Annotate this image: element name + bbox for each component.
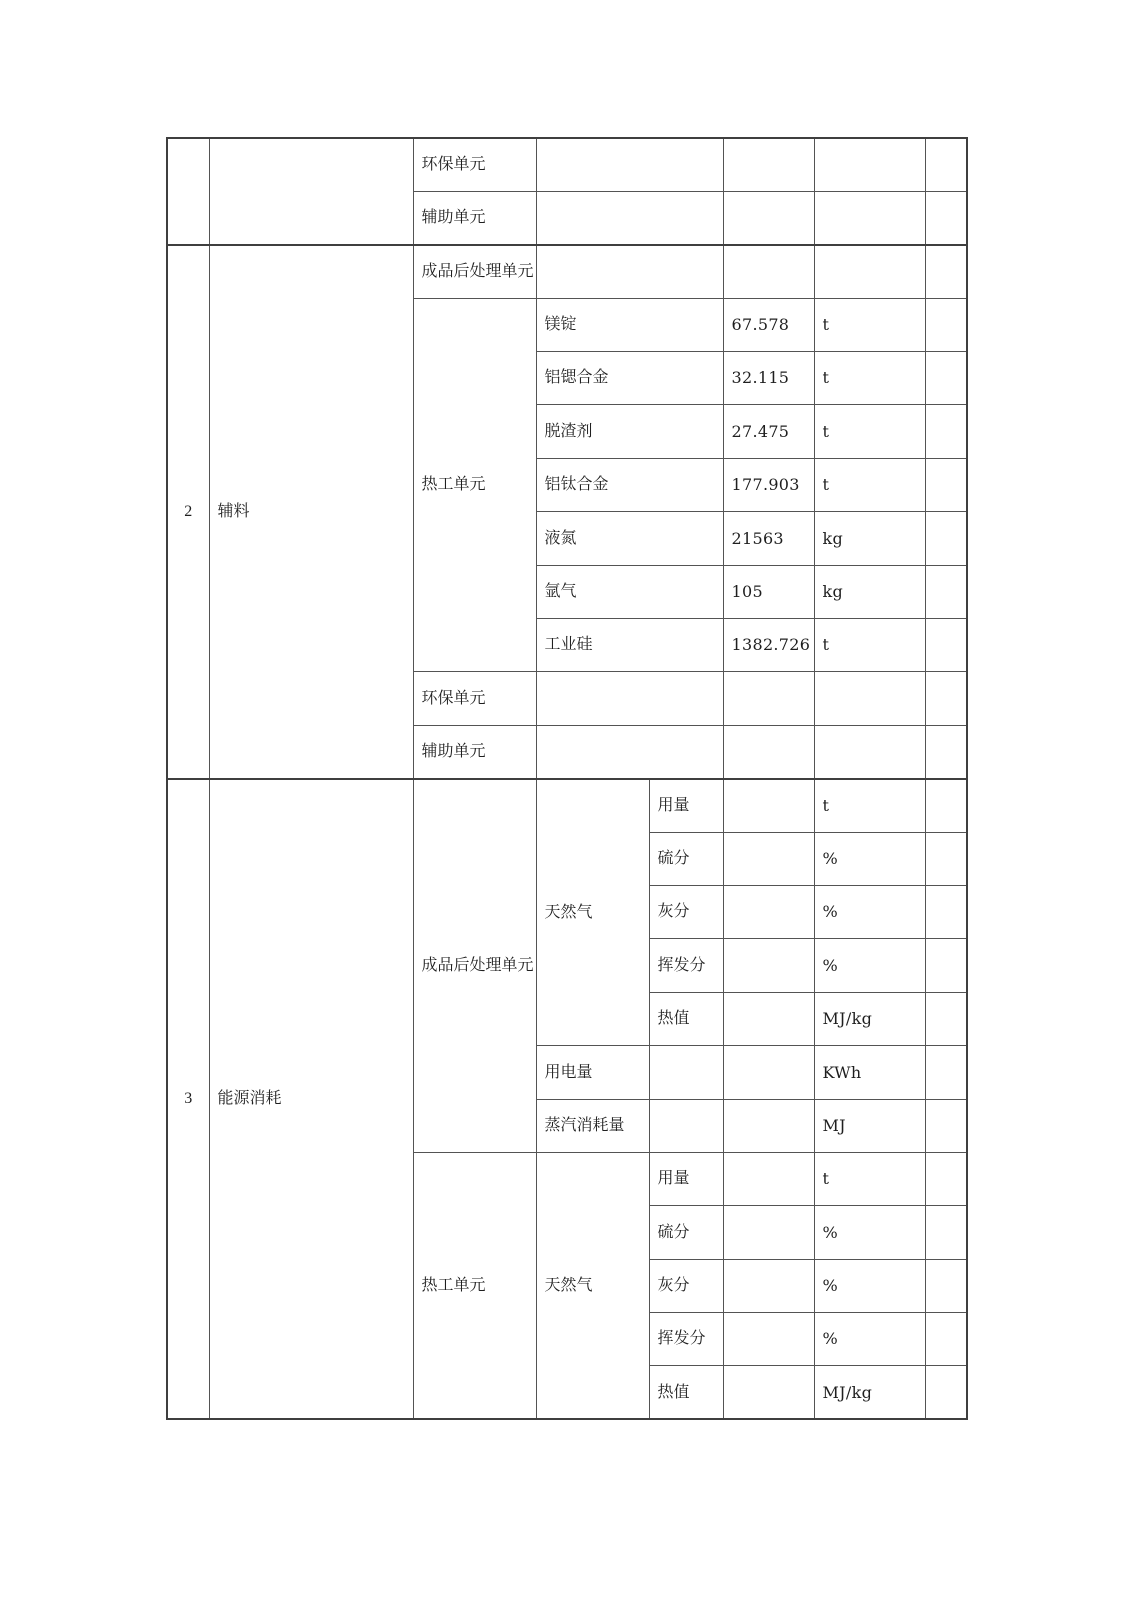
remark-cell	[925, 992, 967, 1045]
item-name-cell: 铝钛合金	[536, 458, 723, 511]
value-cell: 105	[723, 565, 814, 618]
item-name-cell	[536, 138, 723, 191]
remark-cell	[925, 512, 967, 565]
item-name-cell: 用电量	[536, 1046, 649, 1099]
value-cell: 21563	[723, 512, 814, 565]
value-cell	[723, 1046, 814, 1099]
remark-cell	[925, 1099, 967, 1152]
item-name-cell: 镁锭	[536, 298, 723, 351]
serial-number-cell: 3	[167, 779, 209, 1420]
remark-cell	[925, 405, 967, 458]
item-name-cell: 天然气	[536, 1152, 649, 1419]
property-name-cell: 挥发分	[649, 1313, 723, 1366]
item-name-cell	[536, 725, 723, 778]
property-name-cell: 硫分	[649, 832, 723, 885]
remark-cell	[925, 885, 967, 938]
remark-cell	[925, 1366, 967, 1419]
value-cell	[723, 1259, 814, 1312]
unit-cell: %	[814, 1313, 925, 1366]
unit-cell: MJ/kg	[814, 1366, 925, 1419]
remark-cell	[925, 1259, 967, 1312]
remark-cell	[925, 725, 967, 778]
remark-cell	[925, 672, 967, 725]
unit-cell: t	[814, 458, 925, 511]
property-name-cell: 灰分	[649, 885, 723, 938]
value-cell	[723, 191, 814, 244]
serial-number-cell: 2	[167, 245, 209, 779]
property-name-cell	[649, 1099, 723, 1152]
property-name-cell	[649, 1046, 723, 1099]
value-cell	[723, 725, 814, 778]
remark-cell	[925, 298, 967, 351]
remark-cell	[925, 619, 967, 672]
unit-cell	[814, 138, 925, 191]
process-unit-cell: 环保单元	[413, 138, 536, 191]
item-name-cell	[536, 191, 723, 244]
remark-cell	[925, 138, 967, 191]
value-cell	[723, 992, 814, 1045]
process-unit-cell: 成品后处理单元	[413, 779, 536, 1153]
property-name-cell: 硫分	[649, 1206, 723, 1259]
remark-cell	[925, 458, 967, 511]
unit-cell: kg	[814, 565, 925, 618]
value-cell	[723, 1206, 814, 1259]
unit-cell: t	[814, 298, 925, 351]
value-cell	[723, 832, 814, 885]
value-cell	[723, 1313, 814, 1366]
value-cell	[723, 885, 814, 938]
process-unit-cell: 热工单元	[413, 298, 536, 672]
remark-cell	[925, 1206, 967, 1259]
category-cell	[209, 138, 413, 245]
unit-cell: t	[814, 1152, 925, 1205]
category-cell: 辅料	[209, 245, 413, 779]
item-name-cell: 氩气	[536, 565, 723, 618]
value-cell	[723, 1099, 814, 1152]
property-name-cell: 挥发分	[649, 939, 723, 992]
unit-cell	[814, 245, 925, 298]
value-cell	[723, 672, 814, 725]
unit-cell: t	[814, 352, 925, 405]
unit-cell	[814, 672, 925, 725]
item-name-cell: 铝锶合金	[536, 352, 723, 405]
value-cell	[723, 939, 814, 992]
value-cell	[723, 245, 814, 298]
category-cell: 能源消耗	[209, 779, 413, 1420]
item-name-cell: 液氮	[536, 512, 723, 565]
remark-cell	[925, 352, 967, 405]
remark-cell	[925, 191, 967, 244]
material-energy-consumption-table	[166, 137, 968, 1420]
remark-cell	[925, 1046, 967, 1099]
unit-cell	[814, 725, 925, 778]
value-cell: 1382.726	[723, 619, 814, 672]
property-name-cell: 热值	[649, 1366, 723, 1419]
value-cell: 67.578	[723, 298, 814, 351]
process-unit-cell: 辅助单元	[413, 191, 536, 244]
process-unit-cell: 热工单元	[413, 1152, 536, 1419]
process-unit-cell: 辅助单元	[413, 725, 536, 778]
item-name-cell: 脱渣剂	[536, 405, 723, 458]
unit-cell: t	[814, 405, 925, 458]
unit-cell: %	[814, 832, 925, 885]
unit-cell: t	[814, 779, 925, 832]
value-cell	[723, 779, 814, 832]
value-cell: 27.475	[723, 405, 814, 458]
value-cell: 177.903	[723, 458, 814, 511]
value-cell: 32.115	[723, 352, 814, 405]
unit-cell: t	[814, 619, 925, 672]
unit-cell	[814, 191, 925, 244]
property-name-cell: 用量	[649, 779, 723, 832]
unit-cell: KWh	[814, 1046, 925, 1099]
item-name-cell: 天然气	[536, 779, 649, 1046]
unit-cell: MJ	[814, 1099, 925, 1152]
unit-cell: MJ/kg	[814, 992, 925, 1045]
process-unit-cell: 环保单元	[413, 672, 536, 725]
remark-cell	[925, 832, 967, 885]
unit-cell: %	[814, 939, 925, 992]
property-name-cell: 热值	[649, 992, 723, 1045]
remark-cell	[925, 939, 967, 992]
item-name-cell	[536, 672, 723, 725]
serial-number-cell	[167, 138, 209, 245]
remark-cell	[925, 1313, 967, 1366]
unit-cell: %	[814, 1259, 925, 1312]
value-cell	[723, 1152, 814, 1205]
remark-cell	[925, 565, 967, 618]
remark-cell	[925, 245, 967, 298]
item-name-cell: 工业硅	[536, 619, 723, 672]
unit-cell: kg	[814, 512, 925, 565]
property-name-cell: 灰分	[649, 1259, 723, 1312]
item-name-cell	[536, 245, 723, 298]
unit-cell: %	[814, 885, 925, 938]
item-name-cell: 蒸汽消耗量	[536, 1099, 649, 1152]
property-name-cell: 用量	[649, 1152, 723, 1205]
remark-cell	[925, 779, 967, 832]
value-cell	[723, 138, 814, 191]
process-unit-cell: 成品后处理单元	[413, 245, 536, 298]
value-cell	[723, 1366, 814, 1419]
remark-cell	[925, 1152, 967, 1205]
unit-cell: %	[814, 1206, 925, 1259]
